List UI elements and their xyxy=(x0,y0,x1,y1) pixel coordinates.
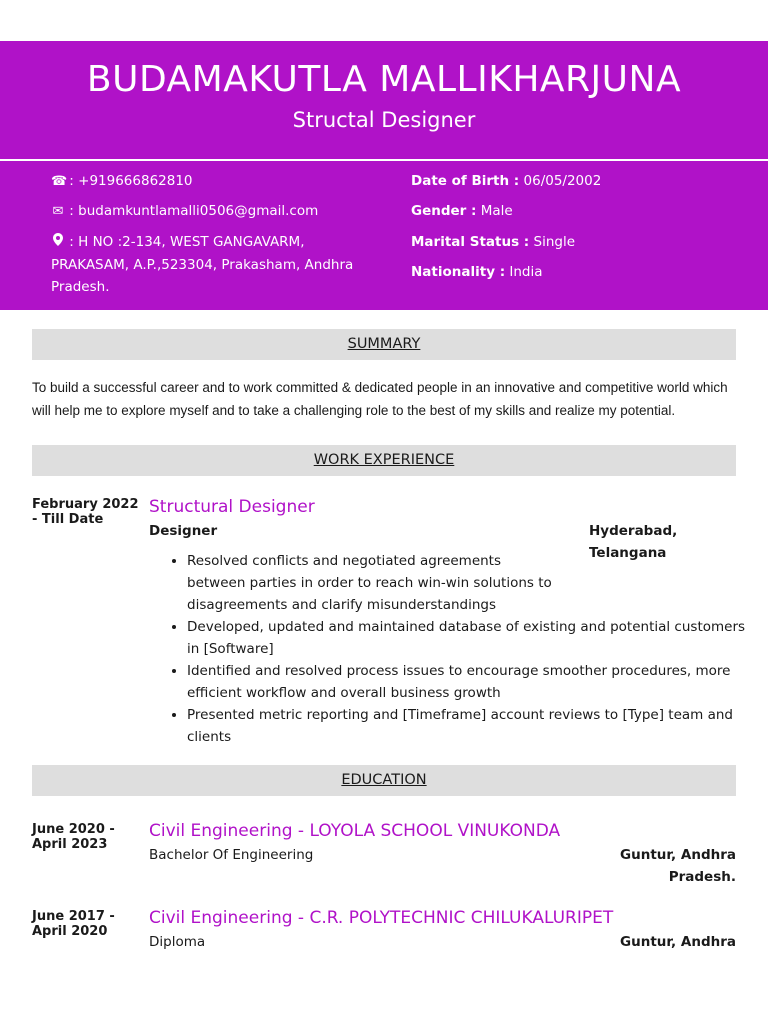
work-heading xyxy=(32,445,736,476)
work-title: Structural Designer xyxy=(149,497,315,517)
work-heading-text: WORK EXPERIENCE xyxy=(313,452,455,468)
contact-phone xyxy=(51,170,193,193)
job-title: Structal Designer xyxy=(292,108,476,132)
summary-text: To build a successful career and to work committed & dedicated people in an innovative and competitive world which will help me to explore myself and to take a challenging role to the best of my skills and realize my potential. xyxy=(32,380,728,418)
work-location: Hyderabad, Telangana xyxy=(589,523,678,561)
edu-location: Guntur, Andhra Pradesh. xyxy=(620,847,736,885)
edu-location: Guntur, Andhra xyxy=(620,934,736,950)
address-value: : H NO :2-134, WEST GANGAVARM, PRAKASAM, A.P.,523304, Prakasham, Andhra Pradesh. xyxy=(51,234,354,295)
phone-icon: ☎ xyxy=(51,174,68,189)
gender-row xyxy=(411,203,513,219)
education-heading xyxy=(32,765,736,796)
edu-title: Civil Engineering - C.R. POLYTECHNIC CHILUKALURIPET xyxy=(149,908,614,928)
header-divider xyxy=(0,159,768,161)
marital-value: Single xyxy=(533,234,576,250)
work-bullet: • Identified and resolved process issues to encourage smoother procedures, more efficient workflow and overall business growth xyxy=(187,660,753,704)
work-bullet: • Resolved conflicts and negotiated agreements between parties in order to reach win-win solutions to disagreements and clarify misunderstandings xyxy=(187,550,753,616)
nationality-value: India xyxy=(509,264,543,280)
contact-address xyxy=(51,231,371,298)
work-bullets xyxy=(170,550,753,748)
phone-value: : +919666862810 xyxy=(69,173,193,189)
header-band xyxy=(0,41,768,310)
work-dates: February 2022 - Till Date xyxy=(32,497,139,527)
education-heading-text: EDUCATION xyxy=(341,772,427,788)
dob-label: Date of Birth : xyxy=(411,173,520,189)
edu-dates: June 2017 - April 2020 xyxy=(32,909,115,939)
marital-row xyxy=(411,234,575,250)
nationality-label: Nationality : xyxy=(411,264,506,280)
gender-label: Gender : xyxy=(411,203,477,219)
edu-degree: Diploma xyxy=(149,934,206,950)
dob-row xyxy=(411,173,601,189)
nationality-row xyxy=(411,264,543,280)
candidate-name: BUDAMAKUTLA MALLIKHARJUNA xyxy=(86,59,682,100)
summary-heading-text: SUMMARY xyxy=(347,336,421,352)
email-value: : budamkuntlamalli0506@gmail.com xyxy=(69,203,319,219)
location-pin-icon xyxy=(51,232,65,254)
edu-title: Civil Engineering - LOYOLA SCHOOL VINUKONDA xyxy=(149,821,561,841)
marital-label: Marital Status : xyxy=(411,234,530,250)
edu-degree: Bachelor Of Engineering xyxy=(149,847,314,863)
work-subtitle: Designer xyxy=(149,523,218,539)
work-bullet: • Developed, updated and maintained database of existing and potential customers in [Software] xyxy=(187,616,753,660)
contact-email xyxy=(51,200,318,223)
email-icon: ✉ xyxy=(52,204,64,219)
gender-value: Male xyxy=(480,203,513,219)
summary-heading xyxy=(32,329,736,360)
dob-value: 06/05/2002 xyxy=(523,173,602,189)
work-bullet: • Presented metric reporting and [Timeframe] account reviews to [Type] team and clients xyxy=(187,704,753,748)
edu-dates: June 2020 - April 2023 xyxy=(32,822,115,852)
